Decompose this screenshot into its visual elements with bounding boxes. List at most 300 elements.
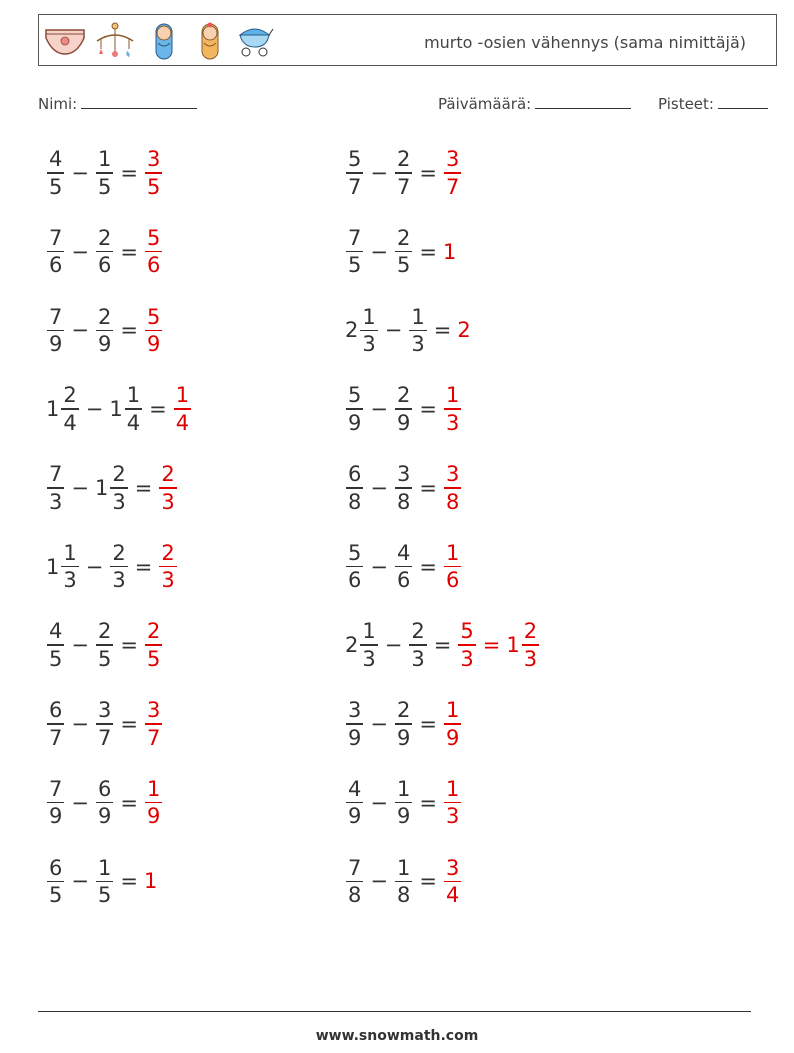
answer-term [443, 540, 462, 594]
answer-term [144, 697, 163, 751]
answer [158, 461, 177, 515]
equals-sign: = [134, 475, 153, 500]
answer [173, 382, 192, 436]
denominator: 3 [362, 646, 376, 671]
denominator: 7 [146, 725, 161, 750]
numerator: 7 [49, 304, 63, 329]
fraction [96, 855, 113, 909]
numerator: 4 [348, 776, 362, 801]
numerator: 1 [445, 540, 460, 565]
problem-16 [345, 691, 462, 757]
fraction [346, 146, 363, 200]
fraction [47, 855, 64, 909]
fraction [395, 540, 412, 594]
fraction [444, 697, 461, 751]
equals-sign: = [419, 475, 437, 500]
operand-term [394, 540, 413, 594]
name-label: Nimi: [38, 95, 78, 113]
operand-term [46, 776, 65, 830]
whole-number: 1 [109, 397, 123, 422]
denominator: 4 [175, 410, 190, 435]
denominator: 3 [445, 410, 460, 435]
denominator: 9 [146, 804, 161, 829]
numerator: 5 [146, 225, 161, 250]
fraction [444, 776, 461, 830]
operand-term [95, 461, 129, 515]
baby-girl-swaddle-icon [189, 21, 229, 61]
equals-sign: = [134, 554, 153, 579]
equals-sign: = [149, 397, 167, 422]
operand-term [46, 540, 80, 594]
fraction [145, 697, 162, 751]
answer [443, 382, 462, 436]
denominator: 6 [445, 568, 460, 593]
problem-7 [46, 376, 192, 442]
score-field [658, 94, 768, 113]
worksheet-header [38, 14, 777, 66]
operand-term [46, 382, 80, 436]
answer [443, 697, 462, 751]
denominator: 8 [396, 489, 411, 514]
score-label: Pisteet: [658, 95, 714, 113]
denominator: 9 [445, 725, 460, 750]
denominator: 4 [63, 410, 77, 435]
fraction [444, 382, 461, 436]
fraction [47, 461, 64, 515]
numerator: 1 [97, 855, 112, 880]
answer [144, 146, 163, 200]
problem-18 [345, 770, 462, 836]
minus-sign: − [71, 711, 89, 736]
answer-term [144, 618, 163, 672]
answer-term [144, 304, 163, 358]
fraction [346, 697, 363, 751]
answer-term [506, 618, 540, 672]
problem-11 [46, 534, 178, 600]
numerator: 2 [411, 619, 425, 644]
answer [144, 776, 163, 830]
numerator: 2 [396, 225, 411, 250]
minus-sign: − [71, 475, 89, 500]
minus-sign: − [370, 397, 388, 422]
numerator: 3 [445, 462, 460, 487]
answer [144, 225, 163, 279]
whole-number: 2 [345, 318, 359, 343]
denominator: 3 [362, 332, 376, 357]
answer [144, 304, 163, 358]
minus-sign: − [370, 239, 388, 264]
baby-carriage-icon [235, 21, 275, 61]
numerator: 2 [112, 540, 126, 565]
fraction [96, 618, 113, 672]
minus-sign: − [85, 397, 104, 422]
equals-sign: = [120, 633, 138, 658]
answer-term [144, 146, 163, 200]
fraction [96, 697, 113, 751]
fraction [346, 225, 363, 279]
operand-term [46, 618, 65, 672]
operand-term [345, 461, 364, 515]
fraction [159, 540, 176, 594]
numerator: 3 [146, 698, 161, 723]
operand-term [394, 225, 413, 279]
fraction [444, 540, 461, 594]
fraction [159, 461, 176, 515]
denominator: 3 [411, 332, 425, 357]
numerator: 2 [97, 619, 112, 644]
fraction [444, 461, 461, 515]
problem-4 [345, 219, 457, 285]
fraction [522, 618, 539, 672]
denominator: 3 [523, 646, 538, 671]
denominator: 3 [460, 646, 474, 671]
numerator: 2 [112, 462, 126, 487]
fraction [395, 382, 412, 436]
answer [144, 869, 158, 893]
minus-sign: − [71, 239, 89, 264]
numerator: 2 [161, 462, 175, 487]
problem-20 [345, 848, 462, 914]
denominator: 9 [348, 410, 362, 435]
denominator: 7 [445, 174, 460, 199]
denominator: 3 [112, 568, 126, 593]
numerator: 3 [445, 855, 460, 880]
header-icons [43, 21, 275, 61]
denominator: 7 [396, 174, 411, 199]
operand-term [345, 304, 379, 358]
problem-8 [345, 376, 462, 442]
operand-term [345, 382, 364, 436]
operand-term [345, 697, 364, 751]
equals-sign: = [419, 239, 437, 264]
whole-number: 1 [442, 239, 457, 264]
fraction [96, 304, 113, 358]
denominator: 3 [411, 646, 425, 671]
denominator: 9 [396, 725, 411, 750]
problem-12 [345, 534, 462, 600]
fraction [47, 304, 64, 358]
denominator: 3 [445, 804, 460, 829]
operand-term [408, 304, 427, 358]
answer [457, 318, 471, 342]
answer-term [443, 855, 462, 909]
denominator: 9 [97, 332, 112, 357]
denominator: 5 [396, 253, 411, 278]
answer [443, 776, 462, 830]
denominator: 3 [161, 568, 175, 593]
numerator: 7 [49, 462, 63, 487]
denominator: 6 [49, 253, 63, 278]
problem-2 [345, 140, 462, 206]
denominator: 3 [63, 568, 77, 593]
numerator: 5 [146, 304, 161, 329]
numerator: 5 [460, 619, 474, 644]
answer-term [144, 869, 158, 893]
equals-sign: = [419, 790, 437, 815]
fraction [47, 776, 64, 830]
denominator: 9 [49, 804, 63, 829]
whole-number: 1 [506, 633, 520, 658]
answer-term [144, 776, 163, 830]
fraction [145, 225, 162, 279]
fraction [47, 225, 64, 279]
numerator: 3 [445, 147, 460, 172]
answer [443, 540, 462, 594]
operand-term [46, 225, 65, 279]
answer-term [173, 382, 192, 436]
diaper-icon [43, 24, 87, 58]
fraction [346, 540, 363, 594]
denominator: 8 [348, 883, 362, 908]
numerator: 4 [49, 619, 63, 644]
numerator: 4 [49, 147, 63, 172]
operand-term [95, 146, 114, 200]
denominator: 6 [146, 253, 161, 278]
fraction [96, 776, 113, 830]
equals-sign: = [433, 633, 452, 658]
numerator: 2 [161, 540, 175, 565]
problem-1 [46, 140, 163, 206]
fraction [395, 225, 412, 279]
numerator: 5 [348, 383, 362, 408]
denominator: 4 [445, 883, 460, 908]
answer [443, 240, 457, 264]
numerator: 3 [97, 698, 112, 723]
equals-sign: = [419, 397, 437, 422]
numerator: 7 [348, 855, 362, 880]
operand-term [95, 697, 114, 751]
numerator: 3 [146, 147, 161, 172]
fraction [47, 618, 64, 672]
fraction [360, 304, 377, 358]
denominator: 7 [348, 174, 362, 199]
problem-9 [46, 455, 178, 521]
date-field [438, 94, 631, 113]
minus-sign: − [71, 790, 89, 815]
operand-term [46, 461, 65, 515]
operand-term [345, 225, 364, 279]
operand-term [95, 776, 114, 830]
equals-sign: = [482, 633, 501, 658]
equals-sign: = [120, 790, 138, 815]
operand-term [394, 146, 413, 200]
numerator: 6 [348, 462, 362, 487]
operand-term [95, 855, 114, 909]
fraction [145, 618, 162, 672]
minus-sign: − [71, 633, 89, 658]
answer-term [158, 461, 177, 515]
denominator: 9 [348, 725, 362, 750]
denominator: 9 [396, 804, 411, 829]
numerator: 6 [49, 855, 63, 880]
operand-term [95, 304, 114, 358]
equals-sign: = [419, 869, 437, 894]
problem-15 [46, 691, 163, 757]
operand-term [46, 304, 65, 358]
numerator: 3 [348, 698, 362, 723]
numerator: 2 [63, 383, 77, 408]
minus-sign: − [85, 554, 104, 579]
equals-sign: = [419, 161, 437, 185]
denominator: 9 [49, 332, 63, 357]
operand-term [394, 776, 413, 830]
denominator: 3 [161, 489, 175, 514]
numerator: 2 [97, 225, 112, 250]
answer-term [158, 540, 177, 594]
operand-term [345, 776, 364, 830]
answer [457, 618, 540, 672]
answer [443, 461, 462, 515]
equals-sign: = [419, 711, 437, 736]
minus-sign: − [71, 318, 89, 343]
footer-url: www.snowmath.com [315, 1028, 479, 1044]
operand-term [46, 855, 65, 909]
numerator: 2 [396, 147, 411, 172]
fraction [444, 855, 461, 909]
fraction [96, 146, 113, 200]
fraction [346, 776, 363, 830]
fraction [145, 776, 162, 830]
answer [144, 618, 163, 672]
denominator: 5 [49, 883, 63, 908]
numerator: 1 [175, 383, 190, 408]
denominator: 8 [445, 489, 460, 514]
fraction [61, 540, 78, 594]
numerator: 1 [362, 619, 376, 644]
fraction [346, 461, 363, 515]
whole-number: 1 [46, 554, 60, 579]
score-blank [718, 94, 768, 109]
operand-term [46, 697, 65, 751]
numerator: 1 [362, 304, 376, 329]
numerator: 1 [63, 540, 77, 565]
operand-term [394, 697, 413, 751]
operand-term [109, 540, 128, 594]
whole-number: 1 [143, 869, 158, 894]
worksheet-title: murto -osien vähennys (sama nimittäjä) [424, 33, 746, 52]
fraction [125, 382, 142, 436]
numerator: 1 [445, 698, 460, 723]
denominator: 8 [396, 883, 411, 908]
whole-number: 1 [46, 397, 60, 422]
footer-divider [38, 1011, 751, 1012]
fraction [110, 540, 127, 594]
denominator: 9 [348, 804, 362, 829]
answer-term [457, 318, 471, 342]
answer-term [443, 697, 462, 751]
numerator: 7 [348, 225, 362, 250]
fraction [395, 855, 412, 909]
minus-sign: − [71, 161, 89, 185]
operand-term [408, 618, 427, 672]
date-label: Päivämäärä: [438, 95, 532, 113]
operand-term [95, 618, 114, 672]
numerator: 7 [49, 776, 63, 801]
name-blank [81, 94, 197, 109]
fraction [395, 697, 412, 751]
minus-sign: − [370, 554, 388, 579]
operand-term [95, 225, 114, 279]
denominator: 4 [126, 410, 141, 435]
operand-term [345, 618, 379, 672]
problem-6 [345, 297, 472, 363]
minus-sign: − [384, 633, 403, 658]
baby-mobile-icon [93, 21, 137, 61]
answer [144, 697, 163, 751]
fraction [395, 146, 412, 200]
answer [443, 146, 462, 200]
denominator: 3 [112, 489, 126, 514]
whole-number: 2 [457, 318, 471, 343]
fraction [346, 382, 363, 436]
denominator: 7 [49, 725, 63, 750]
equals-sign: = [120, 318, 138, 343]
minus-sign: − [370, 475, 388, 500]
numerator: 2 [396, 698, 411, 723]
minus-sign: − [384, 318, 403, 343]
numerator: 1 [445, 776, 460, 801]
numerator: 2 [146, 619, 161, 644]
denominator: 9 [97, 804, 112, 829]
denominator: 3 [49, 489, 63, 514]
numerator: 2 [396, 383, 411, 408]
denominator: 5 [146, 646, 161, 671]
date-blank [535, 94, 631, 109]
fraction [47, 697, 64, 751]
operand-term [394, 382, 413, 436]
denominator: 8 [348, 489, 362, 514]
operand-term [345, 146, 364, 200]
baby-boy-swaddle-icon [143, 21, 183, 61]
numerator: 6 [49, 698, 63, 723]
numerator: 7 [49, 225, 63, 250]
fraction [346, 855, 363, 909]
numerator: 1 [146, 776, 161, 801]
fraction [145, 304, 162, 358]
minus-sign: − [71, 869, 89, 894]
fraction [395, 461, 412, 515]
numerator: 1 [396, 776, 411, 801]
numerator: 1 [445, 383, 460, 408]
numerator: 2 [523, 619, 538, 644]
minus-sign: − [370, 711, 388, 736]
equals-sign: = [120, 161, 138, 185]
denominator: 5 [49, 174, 63, 199]
problem-5 [46, 297, 163, 363]
fraction [409, 304, 426, 358]
whole-number: 1 [94, 475, 109, 500]
numerator: 1 [411, 304, 425, 329]
problem-17 [46, 770, 163, 836]
fraction [458, 618, 475, 672]
answer-term [443, 776, 462, 830]
fraction [145, 146, 162, 200]
whole-number: 2 [345, 633, 359, 658]
problem-13 [46, 612, 163, 678]
answer [158, 540, 177, 594]
fraction [61, 382, 78, 436]
answer-term [144, 225, 163, 279]
denominator: 9 [146, 332, 161, 357]
numerator: 6 [97, 776, 112, 801]
minus-sign: − [370, 790, 388, 815]
numerator: 3 [396, 462, 411, 487]
fraction [409, 618, 426, 672]
answer-term [443, 382, 462, 436]
denominator: 7 [97, 725, 112, 750]
problem-14 [345, 612, 540, 678]
fraction [395, 776, 412, 830]
